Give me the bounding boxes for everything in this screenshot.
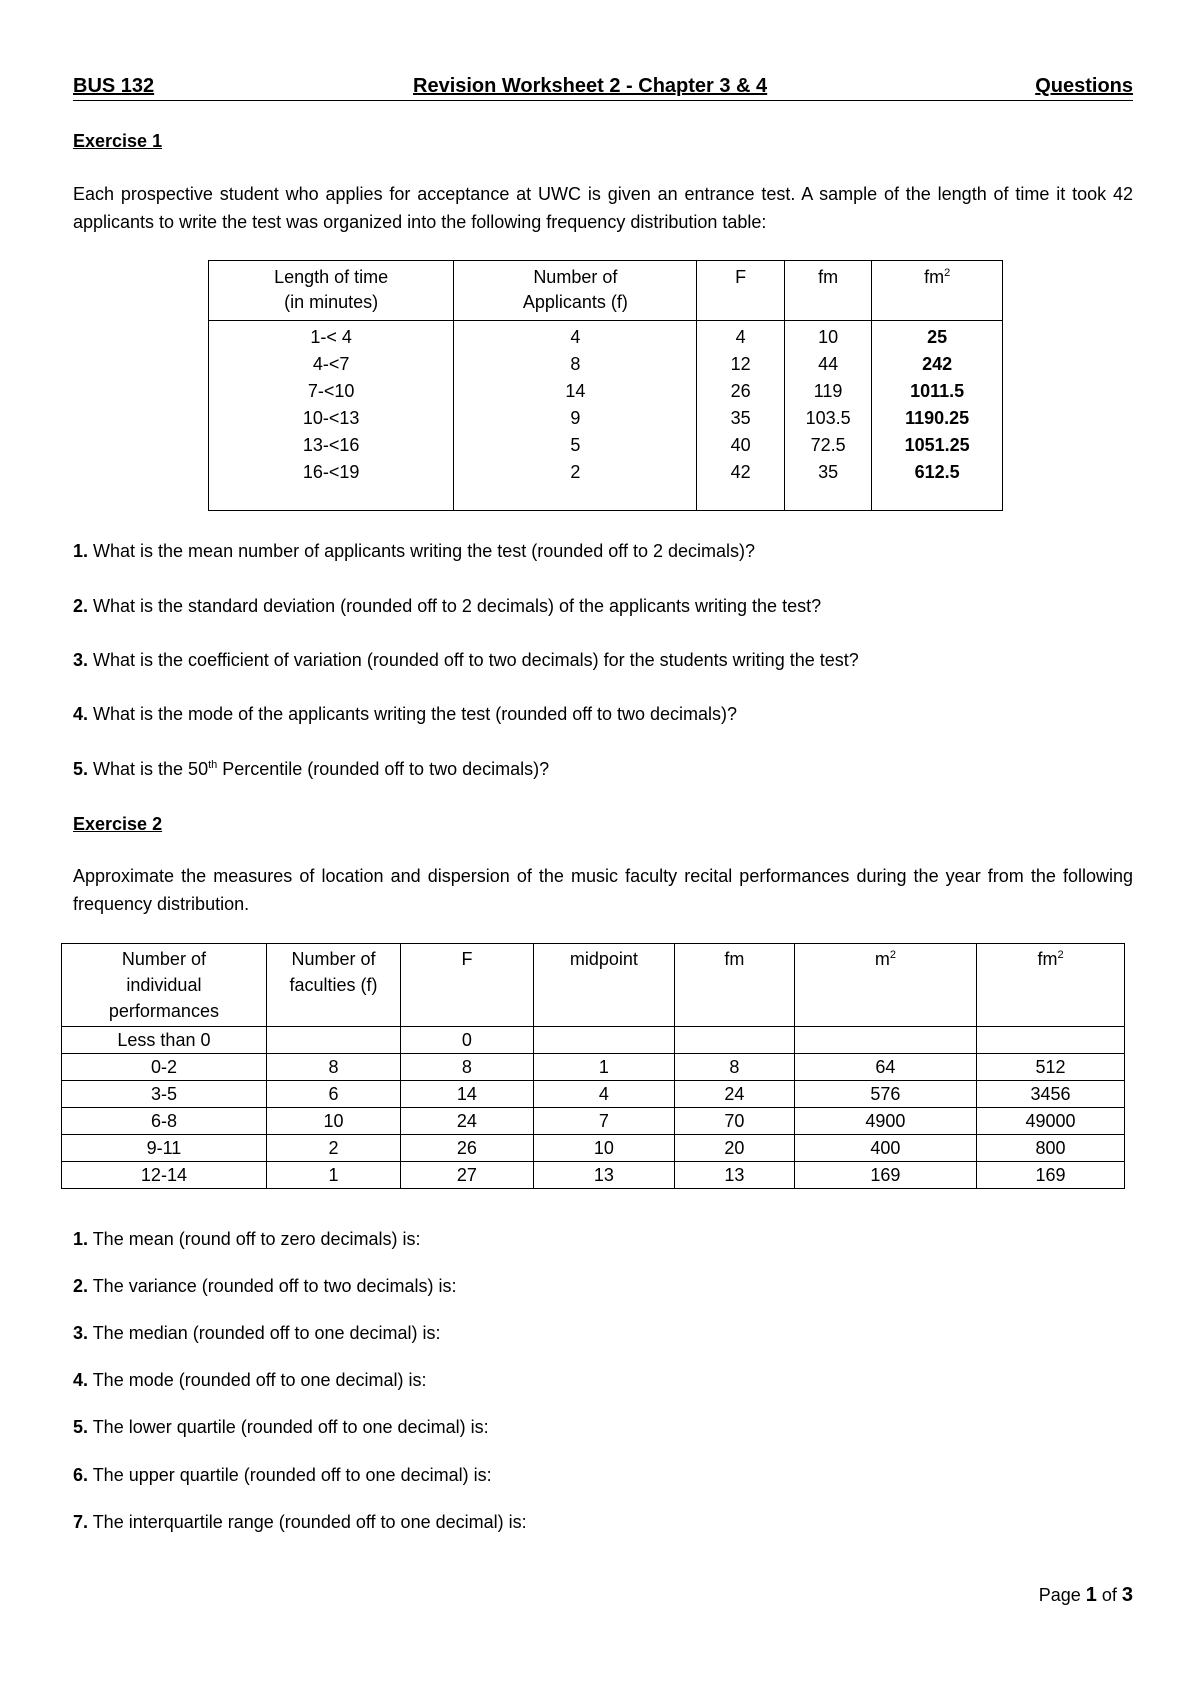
table-cell: 4900: [794, 1108, 976, 1135]
header-cumulative-f: F: [697, 261, 784, 321]
table-cell: 1: [533, 1054, 674, 1081]
table-cell: 400: [794, 1135, 976, 1162]
table-cell: 10: [533, 1135, 674, 1162]
table-cell: 8: [401, 1054, 534, 1081]
table-cell: 169: [977, 1162, 1125, 1189]
table-row: [62, 1162, 1125, 1189]
table-cell: 2: [454, 459, 697, 511]
exercise-1-intro: Each prospective student who applies for acceptance at UWC is given an entrance test. A sample of the length of time it took 42 applicants to write the test was organized into the following frequency distribution table:: [73, 184, 1133, 232]
page-total: 3: [1121, 1584, 1133, 1606]
table-cell: 10-<13: [209, 405, 454, 432]
table-cell: 512: [977, 1054, 1125, 1081]
table-row: [62, 1054, 1125, 1081]
page-number: 1: [1085, 1584, 1097, 1606]
table-cell: 10: [784, 321, 871, 352]
table-row: [62, 1135, 1125, 1162]
table-cell: 64: [794, 1054, 976, 1081]
table-cell: 612.5: [872, 459, 1003, 511]
table-cell: 20: [674, 1135, 794, 1162]
course-code: BUS 132: [73, 75, 155, 97]
header-length-of-time: Length of time (in minutes): [209, 261, 454, 321]
table-cell: 1051.25: [872, 432, 1003, 459]
table-cell: 26: [401, 1135, 534, 1162]
question-item: 7. The interquartile range (rounded off to one decimal) is:: [73, 1512, 527, 1532]
table-row: [209, 459, 1003, 511]
table-row: [209, 351, 1003, 378]
exercise-1-frequency-table: [208, 260, 1003, 511]
table-cell: 25: [872, 321, 1003, 352]
page-footer: Page 1 of 3: [1038, 1584, 1133, 1606]
table-cell: 8: [674, 1054, 794, 1081]
question-item: 5. What is the 50th Percentile (rounded off to two decimals)?: [73, 759, 550, 779]
table-cell: 800: [977, 1135, 1125, 1162]
table-cell: 5: [454, 432, 697, 459]
table-cell: 4: [533, 1081, 674, 1108]
table-cell: [674, 1027, 794, 1054]
table-cell: 9-11: [62, 1135, 267, 1162]
table-cell: 1190.25: [872, 405, 1003, 432]
table-row: [209, 405, 1003, 432]
exercise-2-title: Exercise 2: [73, 814, 163, 834]
exercise-1-title: Exercise 1: [73, 131, 163, 151]
table-header-row: [209, 261, 1003, 321]
table-cell: 13: [533, 1162, 674, 1189]
table-cell: 27: [401, 1162, 534, 1189]
table-cell: 35: [784, 459, 871, 511]
table-cell: 1: [266, 1162, 400, 1189]
table-cell: 3456: [977, 1081, 1125, 1108]
table-cell: 44: [784, 351, 871, 378]
question-item: 3. The median (rounded off to one decimal) is:: [73, 1323, 441, 1343]
table-cell: Less than 0: [62, 1027, 267, 1054]
table-cell: 70: [674, 1108, 794, 1135]
table-cell: 16-<19: [209, 459, 454, 511]
header-number-of-faculties: Number of faculties (f): [266, 944, 400, 1027]
header-midpoint: midpoint: [533, 944, 674, 1027]
question-item: 3. What is the coefficient of variation (rounded off to two decimals) for the students writing the test?: [73, 650, 859, 670]
question-item: 4. What is the mode of the applicants writing the test (rounded off to two decimals)?: [73, 704, 738, 724]
table-cell: 12: [697, 351, 784, 378]
table-row: [62, 1027, 1125, 1054]
table-cell: 119: [784, 378, 871, 405]
table-cell: [266, 1027, 400, 1054]
table-cell: 40: [697, 432, 784, 459]
worksheet-title: Revision Worksheet 2 - Chapter 3 & 4: [413, 75, 768, 97]
question-item: 1. The mean (round off to zero decimals) is:: [73, 1229, 421, 1249]
table-cell: 49000: [977, 1108, 1125, 1135]
table-cell: 242: [872, 351, 1003, 378]
table-cell: 103.5: [784, 405, 871, 432]
table-cell: 3-5: [62, 1081, 267, 1108]
table-cell: [533, 1027, 674, 1054]
table-cell: 576: [794, 1081, 976, 1108]
table-header-row: [62, 944, 1125, 1027]
header-cumulative-f: F: [401, 944, 534, 1027]
table-cell: 12-14: [62, 1162, 267, 1189]
question-item: 1. What is the mean number of applicants writing the test (rounded off to 2 decimals)?: [73, 541, 756, 561]
header-m-squared: $m^2$: [794, 944, 976, 1027]
table-row: [62, 1108, 1125, 1135]
table-cell: 26: [697, 378, 784, 405]
table-cell: 35: [697, 405, 784, 432]
table-cell: 6-8: [62, 1108, 267, 1135]
table-cell: 4: [697, 321, 784, 352]
table-cell: 24: [401, 1108, 534, 1135]
table-cell: 7-<10: [209, 378, 454, 405]
table-cell: 14: [401, 1081, 534, 1108]
table-cell: 0: [401, 1027, 534, 1054]
header-fm-squared: $fm^2$: [872, 261, 1003, 321]
table-cell: [977, 1027, 1125, 1054]
table-row: [209, 432, 1003, 459]
table-row: [209, 321, 1003, 352]
page-header: [73, 74, 1133, 101]
table-cell: 6: [266, 1081, 400, 1108]
table-cell: 13: [674, 1162, 794, 1189]
header-fm: fm: [674, 944, 794, 1027]
table-cell: 9: [454, 405, 697, 432]
table-cell: 2: [266, 1135, 400, 1162]
table-cell: 14: [454, 378, 697, 405]
header-number-of-applicants: Number of Applicants (f): [454, 261, 697, 321]
table-cell: 1011.5: [872, 378, 1003, 405]
table-cell: 8: [266, 1054, 400, 1081]
table-cell: 4-<7: [209, 351, 454, 378]
header-number-of-performances: Number of individual performances: [62, 944, 267, 1027]
table-cell: 4: [454, 321, 697, 352]
question-item: 4. The mode (rounded off to one decimal) is:: [73, 1370, 427, 1390]
exercise-2-frequency-table: [61, 943, 1125, 1189]
header-fm: fm: [784, 261, 871, 321]
table-row: [62, 1081, 1125, 1108]
table-cell: 72.5: [784, 432, 871, 459]
header-fm-squared: $fm^2$: [977, 944, 1125, 1027]
table-cell: 7: [533, 1108, 674, 1135]
table-cell: 0-2: [62, 1054, 267, 1081]
table-cell: 8: [454, 351, 697, 378]
question-item: 5. The lower quartile (rounded off to one decimal) is:: [73, 1417, 489, 1437]
header-questions-label: Questions: [1035, 75, 1133, 97]
table-row: [209, 378, 1003, 405]
table-cell: 13-<16: [209, 432, 454, 459]
question-item: 6. The upper quartile (rounded off to one decimal) is:: [73, 1465, 492, 1485]
question-item: 2. The variance (rounded off to two decimals) is:: [73, 1276, 457, 1296]
table-cell: 1-< 4: [209, 321, 454, 352]
table-cell: 24: [674, 1081, 794, 1108]
table-cell: [794, 1027, 976, 1054]
table-cell: 42: [697, 459, 784, 511]
exercise-2-intro: Approximate the measures of location and dispersion of the music faculty recital performances during the year from the following frequency distribution.: [73, 866, 1133, 914]
table-cell: 169: [794, 1162, 976, 1189]
table-cell: 10: [266, 1108, 400, 1135]
question-item: 2. What is the standard deviation (rounded off to 2 decimals) of the applicants writing the test?: [73, 596, 822, 616]
